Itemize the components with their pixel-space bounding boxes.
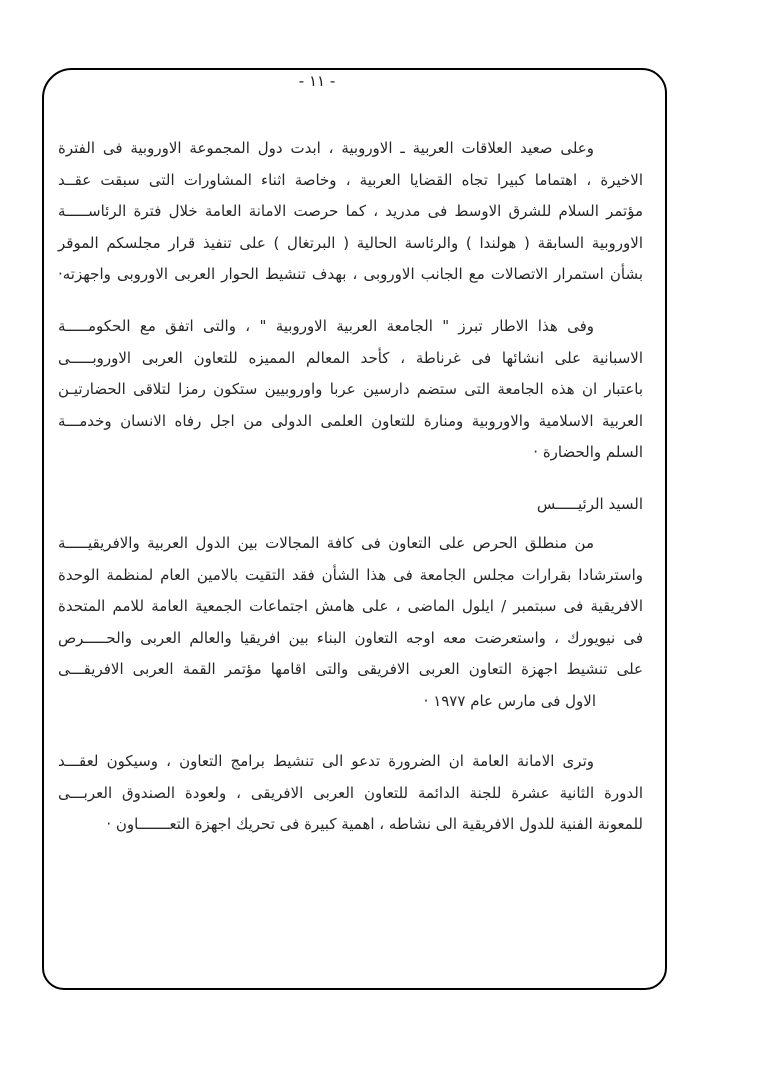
text-line: وفى هذا الاطار تبرز " الجامعة العربية الاوروبية " ، والتى اتفق مع الحكومـــــة [58, 317, 594, 335]
text-line: من منطلق الحرص على التعاون فى كافة المجالات بين الدول العربية والافريقيـــــة [58, 534, 594, 552]
text-line: باعتبار ان هذه الجامعة التى ستضم دارسين عربا واوروبيين ستكون رمزا لتلاقى الحضارتيـن [58, 380, 643, 399]
text-line: فى نيويورك ، واستعرضت معه اوجه التعاون البناء بين افريقيا والعالم العربى والحـــــرص [58, 628, 643, 647]
text-line: الدورة الثانية عشرة للجنة الدائمة للتعاون العربى الافريقى ، ولعودة الصندوق العربـــى [58, 783, 643, 802]
text-line: وترى الامانة العامة ان الضرورة تدعو الى تنشيط برامج التعاون ، وسيكون لعقـــد [58, 752, 594, 770]
paragraph-general-secretariat-view [58, 746, 643, 841]
text-line: الاوروبية السابقة ( هولندا ) والرئاسة الحالية ( البرتغال ) على تنفيذ قرار مجلسكم الموقر [58, 233, 643, 252]
text-line: مؤتمر السلام للشرق الاوسط فى مدريد ، كما حرصت الامانة العامة خلال فترة الرئاســـــة [58, 202, 643, 221]
paragraph-arab-african-cooperation [58, 528, 643, 718]
text-line: واسترشادا بقرارات مجلس الجامعة فى هذا الشأن فقد التقيت بالامين العام لمنظمة الوحدة [58, 565, 643, 584]
text-line: الاسبانية على انشائها فى غرناطة ، كأحد المعالم المميزه للتعاون العربى الاوروبـــــى [58, 348, 643, 367]
text-line: الافريقية فى سبتمبر / ايلول الماضى ، على هامش اجتماعات الجمعية العامة للامم المتحدة [58, 597, 643, 616]
paragraph-arab-european-university [58, 311, 643, 469]
section-heading-mr-president: السيد الرئيـــــس [536, 495, 643, 513]
text-line: وعلى صعيد العلاقات العربية ـ الاوروبية ، ابدت دول المجموعة الاوروبية فى الفترة [58, 139, 594, 157]
text-line: للمعونة الفنية للدول الافريقية الى نشاطه ، اهمية كبيرة فى تحريك اجهزة التعـــــــاون · [106, 815, 643, 834]
page-number: - ١١ - [298, 72, 336, 90]
text-line: السلم والحضارة · [533, 443, 643, 462]
text-line: الاخيرة ، اهتماما كبيرا تجاه القضايا العربية ، وخاصة اثناء المشاورات التى سبقت عقــد [58, 170, 643, 189]
paragraph-arab-european-relations [58, 133, 643, 291]
text-line: العربية الاسلامية والاوروبية ومنارة للتعاون العلمى الدولى من اجل رفاه الانسان وخدمـــة [58, 411, 643, 430]
text-line: الاول فى مارس عام ١٩٧٧ · [423, 691, 596, 710]
text-line: على تنشيط اجهزة التعاون العربى الافريقى والتى اقامها مؤتمر القمة العربى الافريقـــى [58, 660, 643, 679]
text-line: بشأن استمرار الاتصالات مع الجانب الاوروبى ، بهدف تنشيط الحوار العربى الاوروبى واجهزته· [58, 265, 643, 284]
